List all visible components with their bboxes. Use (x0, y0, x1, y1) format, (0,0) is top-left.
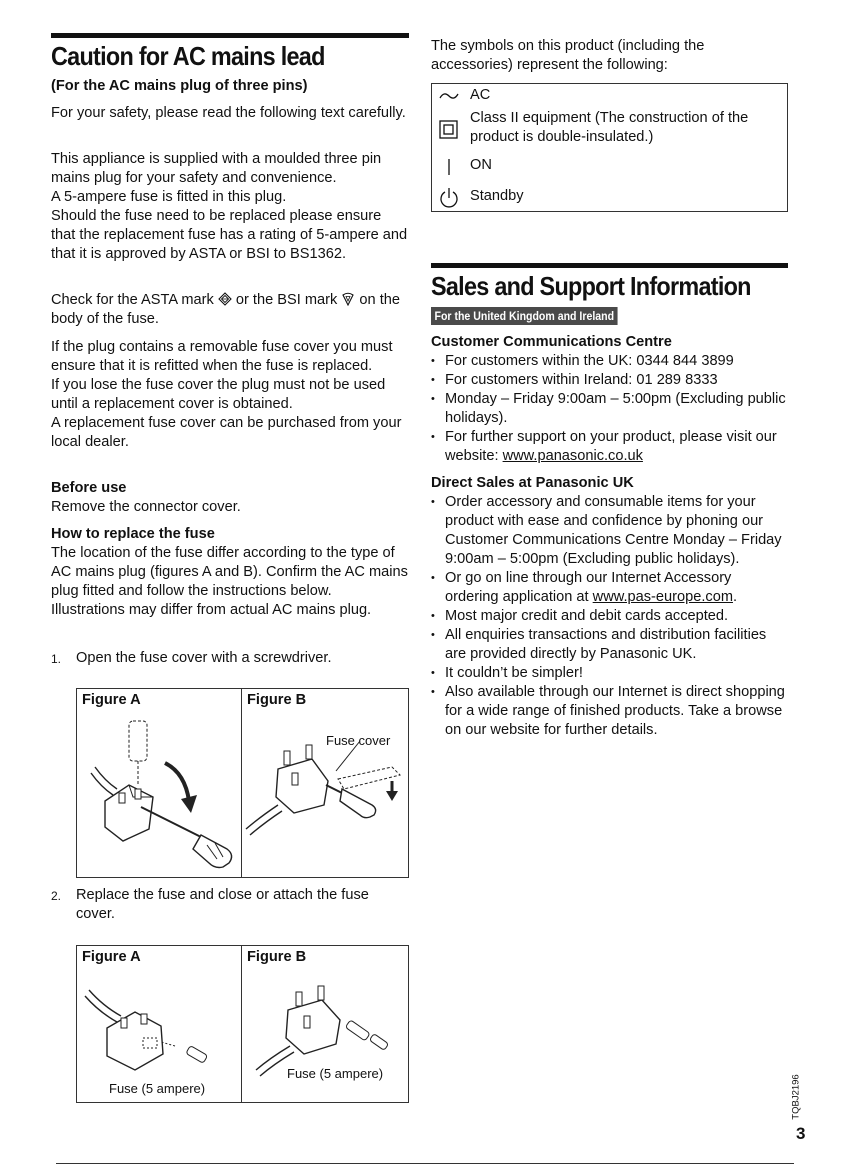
before-use-section (51, 479, 409, 517)
figure-b-cell (242, 689, 408, 877)
figure-b-label-2: Figure B (247, 949, 307, 965)
list-item: • For customers within Ireland: 01 289 8333 (431, 371, 788, 390)
symbols-intro: The symbols on this product (including the accessories) represent the following: (431, 38, 705, 73)
direct-sales-heading: Direct Sales at Panasonic UK (431, 475, 634, 491)
section-rule (51, 33, 409, 38)
list-item: • All enquiries transactions and distribution facilities are provided directly by Panasonic UK. (431, 626, 788, 664)
on-icon (438, 156, 460, 178)
figure-a-label: Figure A (82, 692, 141, 708)
figure-b-cell-2 (242, 946, 408, 1102)
list-item: • Or go on line through our Internet Accessory ordering application at www.pas-europe.com. (431, 569, 788, 607)
sales-title: Sales and Support Information (431, 271, 751, 301)
plug-fuse-figure-a-illustration (77, 946, 242, 1104)
list-item: • Monday – Friday 9:00am – 5:00pm (Excluding public holidays). (431, 390, 788, 428)
figure-box-step-1 (76, 688, 409, 878)
list-item: • For further support on your product, please visit our website: www.panasonic.co.uk (431, 428, 788, 466)
region-tag: For the United Kingdom and Ireland (431, 307, 618, 325)
how-to-section: How to replace the fuse The location of the fuse differ according to the type of AC mains plug (figures A and B). Confirm the AC mains plug fitted and follow the instructions below. Illustrations may differ from actual AC mains plug. (51, 526, 408, 618)
panasonic-website-link[interactable]: www.panasonic.co.uk (502, 448, 643, 464)
plug-fuse-figure-b-illustration (242, 946, 409, 1104)
pas-europe-link[interactable]: www.pas-europe.com (592, 589, 733, 605)
appliance-paragraph: This appliance is supplied with a moulded three pin mains plug for your safety and convenience. A 5-ampere fuse is fitted in this plug. Should the fuse need to be replaced please ensure that the replacement fuse has a rating of 5-ampere and that it is approved by ASTA or BSI to BS1362. (51, 151, 408, 262)
list-item: • For customers within the UK: 0344 844 3899 (431, 352, 788, 371)
plug-open-figure-b-illustration (242, 689, 409, 879)
ccc-heading: Customer Communications Centre (431, 334, 672, 350)
ac-icon (438, 88, 460, 104)
figure-a-cell (77, 689, 242, 877)
figure-b-label: Figure B (247, 692, 307, 708)
fuse-caption-b: Fuse (5 ampere) (287, 1066, 384, 1081)
how-to-heading: How to replace the fuse (51, 526, 215, 542)
figure-a-label-2: Figure A (82, 949, 141, 965)
fuse-cover-caption: Fuse cover (326, 733, 391, 748)
list-item: • Most major credit and debit cards accepted. (431, 607, 788, 626)
asta-mark-icon (218, 292, 232, 306)
list-item: • It couldn’t be simpler! (431, 664, 788, 683)
figure-a-cell-2 (77, 946, 242, 1102)
fuse-cover-paragraph: If the plug contains a removable fuse cover you must ensure that it is refitted when the fuse is replaced. If you lose the fuse cover the plug must not be used until a replacement cover is obtained. A replacement fuse cover can be purchased from your local dealer. (51, 339, 402, 450)
ccc-list (431, 352, 788, 466)
list-item: • Order accessory and consumable items for your product with ease and confidence by phoning our Customer Communications Centre Monday – Friday 9:00am – 5:00pm (Excluding public holidays). (431, 493, 788, 569)
direct-sales-list (431, 493, 788, 740)
symbols-table: AC Class II equipment (The construction of the product is double-insulated.) ON Standby (431, 83, 788, 212)
list-item: • Also available through our Internet is direct shopping for a wide range of finished products. Take a browse on our website for further details. (431, 683, 788, 740)
bsi-mark-icon (341, 292, 355, 306)
before-use-heading: Before use (51, 480, 127, 496)
fuse-caption-a: Fuse (5 ampere) (109, 1081, 206, 1096)
caution-title: Caution for AC mains lead (51, 41, 325, 71)
footer-rule (56, 1163, 794, 1164)
standby-icon (438, 187, 460, 209)
safety-paragraph: For your safety, please read the following text carefully. (51, 105, 406, 121)
plug-open-figure-a-illustration (77, 689, 242, 879)
before-use-text: Remove the connector cover. (51, 499, 241, 515)
caution-subtitle: (For the AC mains plug of three pins) (51, 78, 308, 94)
class-ii-icon (438, 119, 460, 141)
check-mark-paragraph: Check for the ASTA mark or the BSI mark on the body of the fuse. (51, 292, 400, 327)
document-code: TQBJ2196 (790, 1074, 802, 1120)
page-number: 3 (796, 1124, 806, 1143)
section-rule-sales (431, 263, 788, 268)
figure-box-step-2 (76, 945, 409, 1103)
